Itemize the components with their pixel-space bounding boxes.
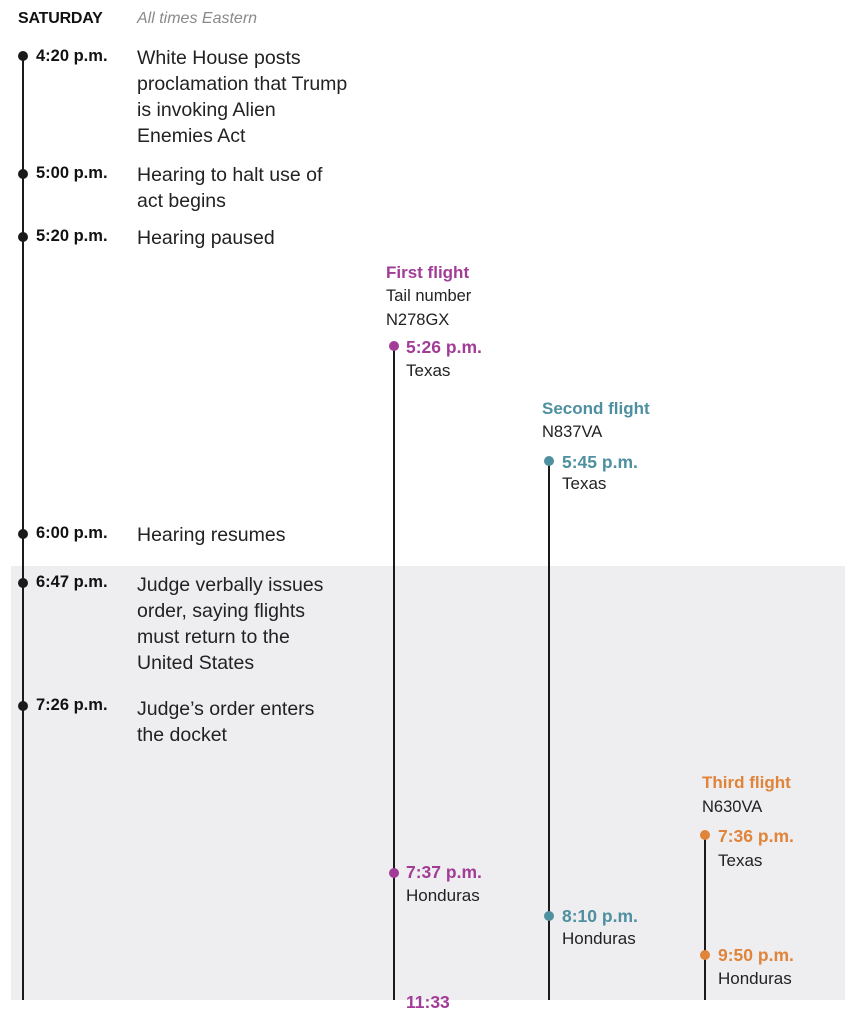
first-flight-departure-dot xyxy=(389,341,399,351)
second-flight-departure-time: 5:45 p.m. xyxy=(562,452,638,472)
first-flight-cutoff-time: 11:33 xyxy=(406,992,450,1012)
first-flight-arrival-place: Honduras xyxy=(406,886,480,905)
event-dot xyxy=(18,529,28,539)
first-flight-title: First flight xyxy=(386,263,470,282)
first-flight-departure-place: Texas xyxy=(406,361,451,380)
second-flight-tail-number: N837VA xyxy=(542,423,603,441)
event-time: 6:00 p.m. xyxy=(36,524,108,542)
event-time: 4:20 p.m. xyxy=(36,47,108,65)
main-timeline-line xyxy=(22,56,24,1000)
event-dot xyxy=(18,232,28,242)
third-flight-arrival-place: Honduras xyxy=(718,969,792,988)
event-time: 5:00 p.m. xyxy=(36,164,108,182)
third-flight-arrival-time: 9:50 p.m. xyxy=(718,945,794,965)
third-flight-arrival-dot xyxy=(700,950,710,960)
third-flight-departure-place: Texas xyxy=(718,851,763,870)
event-text: Judge’s order enters the docket xyxy=(137,698,315,746)
event-text: Hearing resumes xyxy=(137,524,286,546)
first-flight-departure-time: 5:26 p.m. xyxy=(406,337,482,357)
first-flight-line xyxy=(393,346,395,1000)
third-flight-tail-number: N630VA xyxy=(702,798,763,816)
event-text: Hearing paused xyxy=(137,227,275,249)
third-flight-departure-dot xyxy=(700,830,710,840)
third-flight-departure-time: 7:36 p.m. xyxy=(718,826,794,846)
second-flight-departure-dot xyxy=(544,456,554,466)
event-text: Judge verbally issues order, saying flights must return to the United States xyxy=(137,574,324,674)
event-text: Hearing to halt use of act begins xyxy=(137,164,323,212)
first-flight-tail-label: Tail number xyxy=(386,287,472,305)
first-flight-arrival-time: 7:37 p.m. xyxy=(406,862,482,882)
second-flight-arrival-time: 8:10 p.m. xyxy=(562,906,638,926)
day-label: SATURDAY xyxy=(18,10,103,27)
event-dot xyxy=(18,578,28,588)
second-flight-title: Second flight xyxy=(542,399,650,418)
third-flight-line xyxy=(704,835,706,1000)
event-time: 7:26 p.m. xyxy=(36,696,108,714)
event-time: 6:47 p.m. xyxy=(36,573,108,591)
first-flight-tail-number: N278GX xyxy=(386,311,450,329)
second-flight-arrival-dot xyxy=(544,911,554,921)
third-flight-title: Third flight xyxy=(702,773,791,792)
first-flight-arrival-dot xyxy=(389,868,399,878)
event-time: 5:20 p.m. xyxy=(36,227,108,245)
event-text: White House posts proclamation that Trump is invoking Alien Enemies Act xyxy=(137,47,348,147)
second-flight-departure-place: Texas xyxy=(562,474,607,493)
event-dot xyxy=(18,701,28,711)
second-flight-arrival-place: Honduras xyxy=(562,929,636,948)
event-dot xyxy=(18,169,28,179)
timezone-note: All times Eastern xyxy=(137,10,258,27)
event-dot xyxy=(18,51,28,61)
